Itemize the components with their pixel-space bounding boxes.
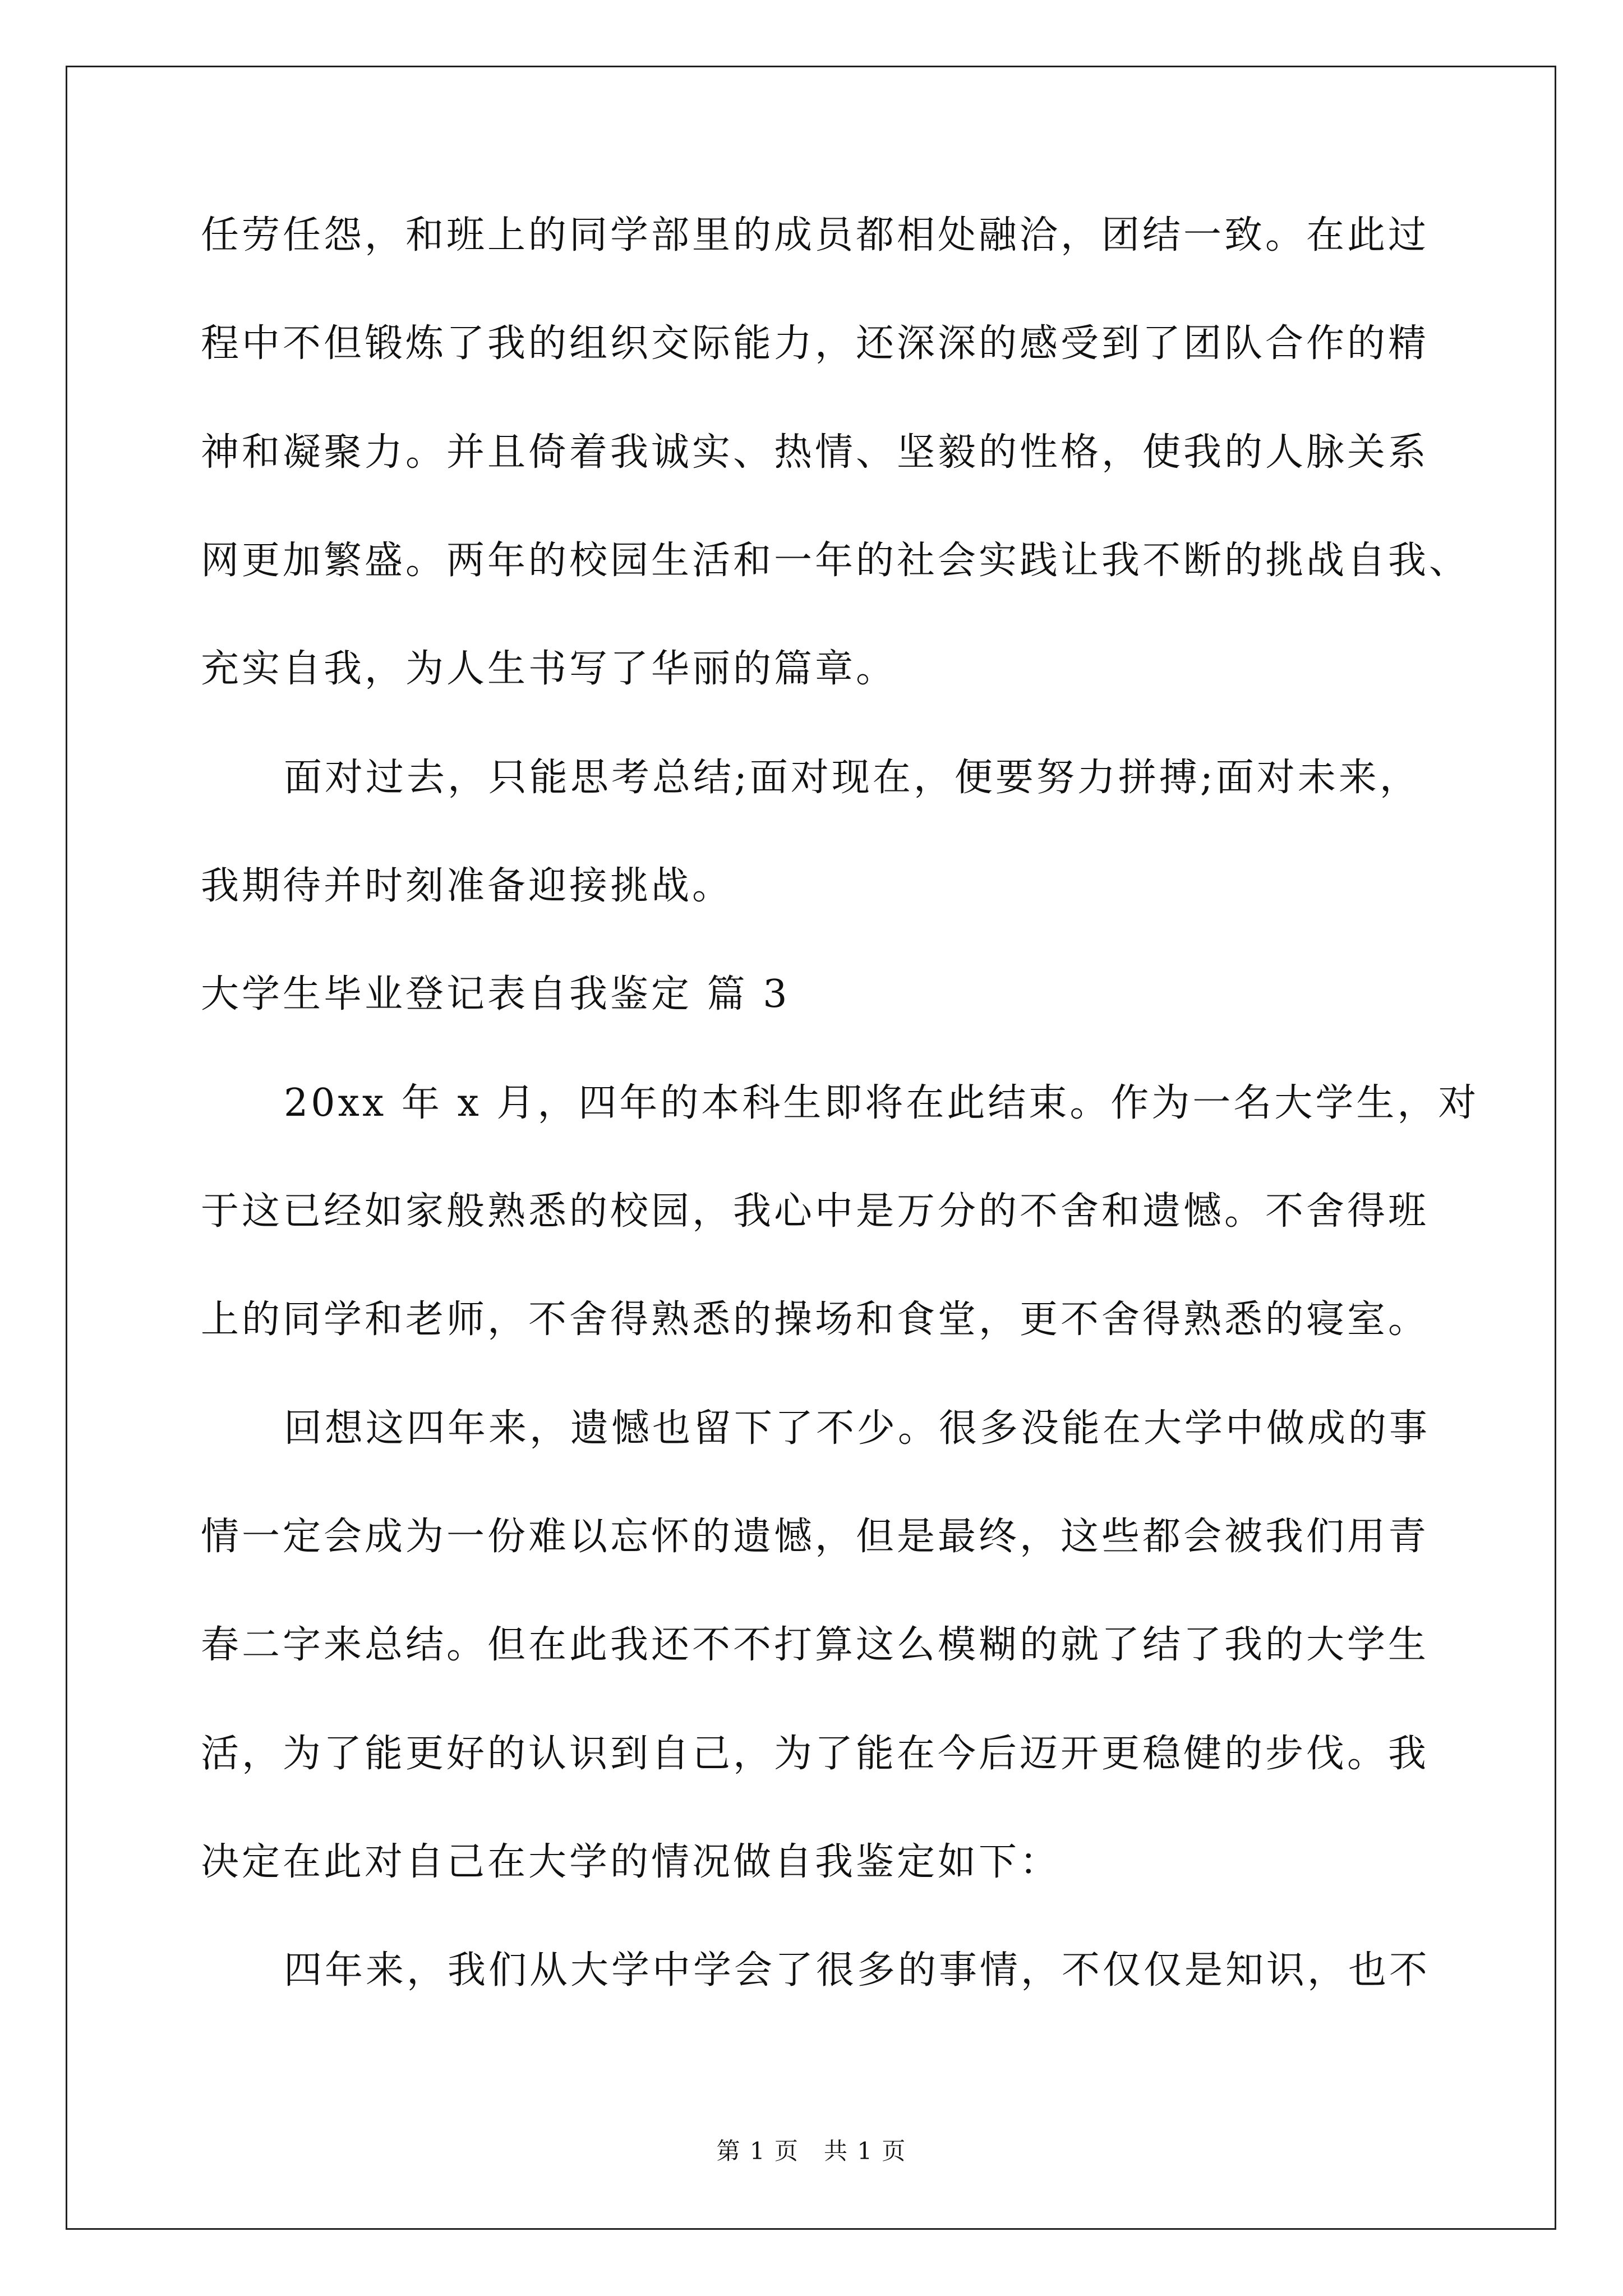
text-line: 情一定会成为一份难以忘怀的遗憾，但是最终，这些都会被我们用青: [201, 1515, 1430, 1559]
paragraph-first-line: 回想这四年来，遗憾也留下了不少。很多没能在大学中做成的事: [284, 1406, 1431, 1451]
text-line: 充实自我，为人生书写了华丽的篇章。: [201, 647, 897, 691]
text-line: 决定在此对自己在大学的情况做自我鉴定如下：: [201, 1840, 1061, 1884]
text-line: 活，为了能更好的认识到自己，为了能在今后迈开更稳健的步伐。我: [201, 1732, 1430, 1776]
text-line: 上的同学和老师，不舍得熟悉的操场和食堂，更不舍得熟悉的寝室。: [201, 1297, 1430, 1342]
page-footer: 第 1 页 共 1 页: [716, 2137, 907, 2165]
text-line: 春二字来总结。但在此我还不不打算这么模糊的就了结了我的大学生: [201, 1623, 1430, 1667]
paragraph-first-line: 面对过去，只能思考总结;面对现在，便要努力拼搏;面对未来，: [284, 756, 1421, 800]
text-line: 我期待并时刻准备迎接挑战。: [201, 864, 734, 908]
text-line: 任劳任怨，和班上的同学部里的成员都相处融洽，团结一致。在此过: [201, 213, 1430, 257]
text-line: 神和凝聚力。并且倚着我诚实、热情、坚毅的性格，使我的人脉关系: [201, 430, 1430, 475]
page-border: [66, 66, 1556, 2230]
text-line: 程中不但锻炼了我的组织交际能力，还深深的感受到了团队合作的精: [201, 321, 1430, 366]
text-line: 网更加繁盛。两年的校园生活和一年的社会实践让我不断的挑战自我、: [201, 539, 1470, 583]
paragraph-first-line: 四年来，我们从大学中学会了很多的事情，不仅仅是知识，也不: [284, 1948, 1431, 1993]
text-line: 于这已经如家般熟悉的校园，我心中是万分的不舍和遗憾。不舍得班: [201, 1189, 1430, 1234]
paragraph-first-line: 20xx 年 x 月，四年的本科生即将在此结束。作为一名大学生，对: [284, 1081, 1479, 1125]
section-heading: 大学生毕业登记表自我鉴定 篇 3: [201, 972, 790, 1016]
